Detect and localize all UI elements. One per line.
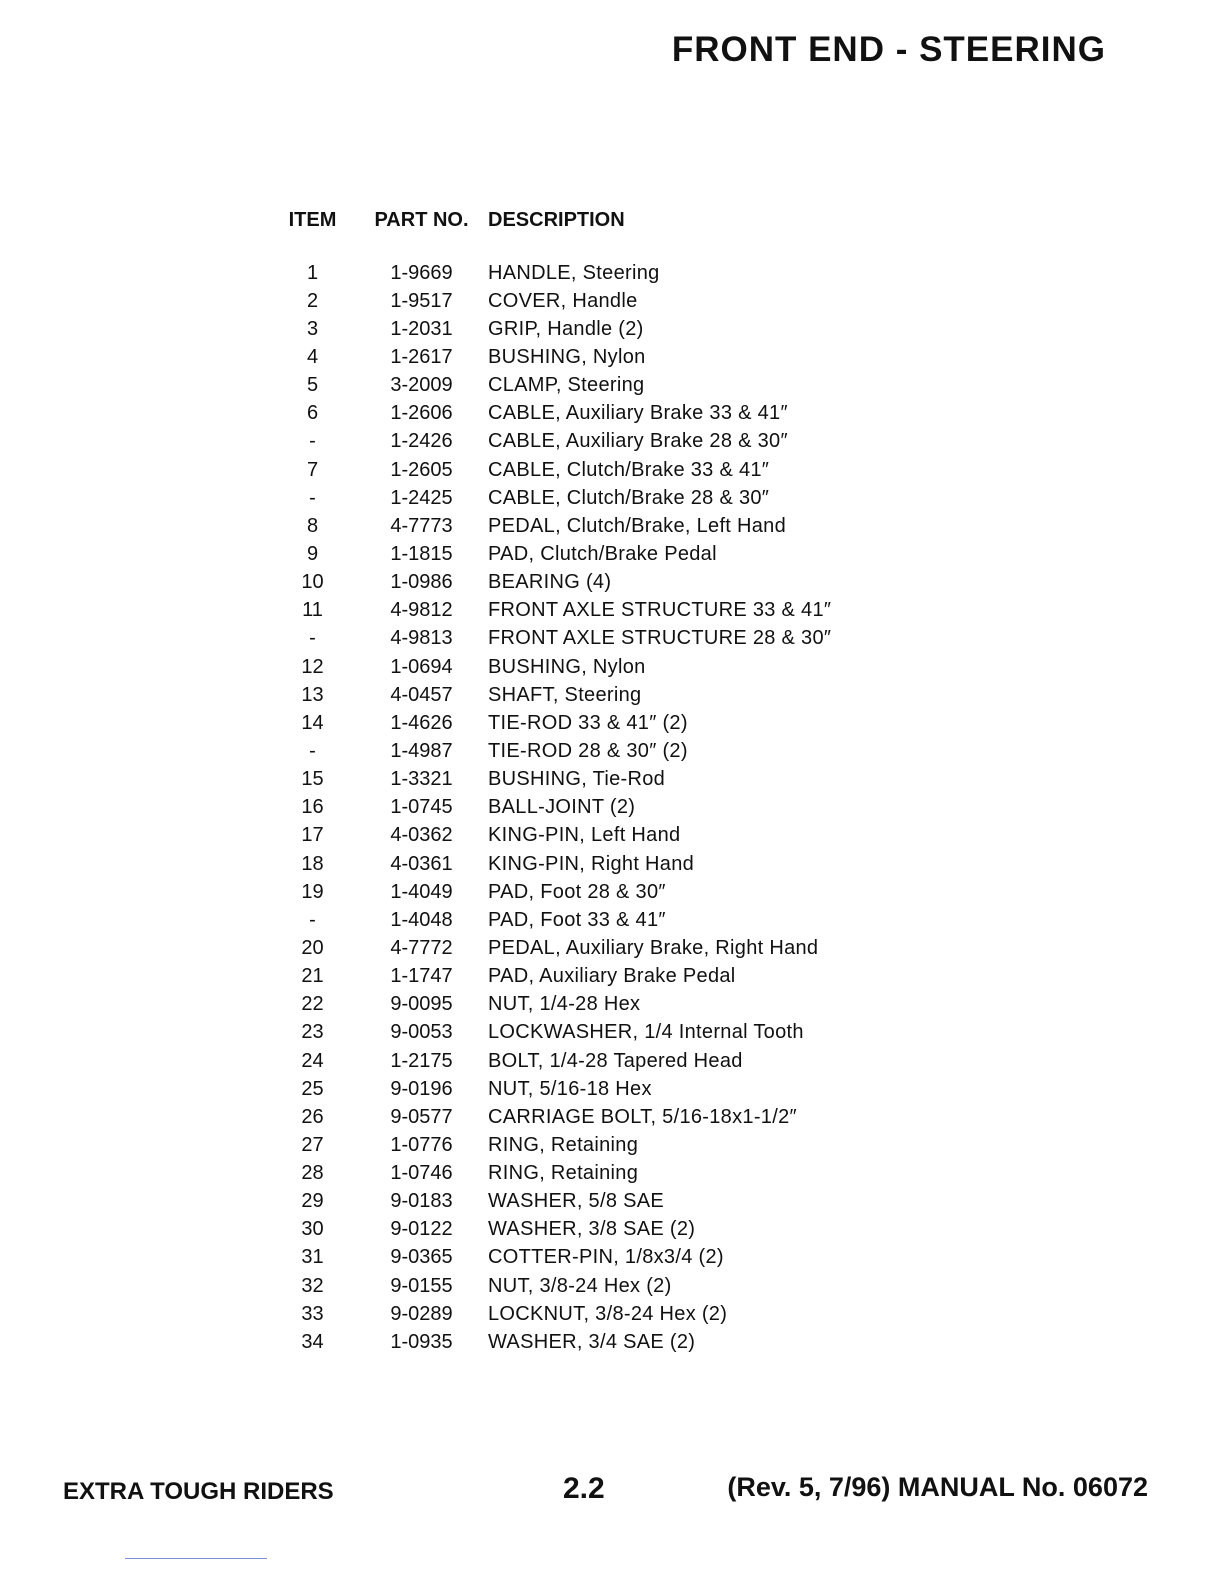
part-number: 9-0289: [390, 1302, 453, 1325]
table-row: [270, 1103, 890, 1131]
item-number: 2: [306, 289, 319, 312]
part-description: CARRIAGE BOLT, 5/16-18x1-1/2″: [488, 1105, 797, 1128]
part-description: NUT, 1/4-28 Hex: [488, 993, 641, 1016]
part-description: PEDAL, Auxiliary Brake, Right Hand: [488, 936, 819, 959]
item-number: 13: [301, 683, 324, 706]
part-number: 4-7772: [390, 936, 453, 959]
part-number: 1-2031: [390, 317, 453, 340]
table-row: [270, 512, 890, 540]
part-description: CABLE, Clutch/Brake 33 & 41″: [488, 458, 770, 481]
item-number: 29: [301, 1190, 324, 1213]
part-description: NUT, 5/16-18 Hex: [488, 1077, 652, 1100]
part-description: WASHER, 3/4 SAE (2): [488, 1330, 696, 1353]
part-description: CLAMP, Steering: [488, 374, 645, 397]
item-number: -: [309, 430, 316, 453]
part-description: BUSHING, Nylon: [488, 345, 646, 368]
part-number: 4-0362: [390, 824, 453, 847]
item-number: 21: [301, 965, 324, 988]
item-number: 27: [301, 1133, 324, 1156]
table-row: [270, 794, 890, 822]
part-description: CABLE, Clutch/Brake 28 & 30″: [488, 486, 770, 509]
table-row: [270, 991, 890, 1019]
part-description: KING-PIN, Right Hand: [488, 852, 695, 875]
header-item: ITEM: [288, 208, 337, 231]
table-row: [270, 1300, 890, 1328]
part-description: FRONT AXLE STRUCTURE 33 & 41″: [488, 599, 832, 622]
table-row: [270, 934, 890, 962]
table-row: [270, 569, 890, 597]
table-row: [270, 1272, 890, 1300]
item-number: 3: [306, 317, 319, 340]
table-row: [270, 963, 890, 991]
part-description: TIE-ROD 28 & 30″ (2): [488, 739, 688, 762]
part-description: LOCKWASHER, 1/4 Internal Tooth: [488, 1021, 804, 1044]
part-description: RING, Retaining: [488, 1133, 639, 1156]
item-number: 12: [301, 655, 324, 678]
part-number: 1-4048: [390, 908, 453, 931]
part-number: 1-2426: [390, 430, 453, 453]
table-row: [270, 1188, 890, 1216]
part-number: 1-0935: [390, 1330, 453, 1353]
part-number: 1-0986: [390, 571, 453, 594]
table-row: [270, 1019, 890, 1047]
part-number: 1-9517: [390, 289, 453, 312]
item-number: 9: [306, 542, 319, 565]
part-description: FRONT AXLE STRUCTURE 28 & 30″: [488, 627, 832, 650]
table-row: [270, 822, 890, 850]
part-number: 4-9812: [390, 599, 453, 622]
item-number: 1: [306, 261, 319, 284]
part-number: 1-2175: [390, 1049, 453, 1072]
item-number: 26: [301, 1105, 324, 1128]
footer-manual-info: (Rev. 5, 7/96) MANUAL No. 06072: [727, 1472, 1148, 1502]
item-number: 33: [301, 1302, 324, 1325]
table-row: [270, 1160, 890, 1188]
part-number: 1-2605: [390, 458, 453, 481]
table-row: [270, 597, 890, 625]
item-number: 24: [301, 1049, 324, 1072]
table-row: [270, 766, 890, 794]
item-number: 7: [306, 458, 319, 481]
table-row: [270, 1131, 890, 1159]
part-number: 4-0361: [390, 852, 453, 875]
part-description: PAD, Foot 28 & 30″: [488, 880, 666, 903]
item-number: 20: [301, 936, 324, 959]
part-description: KING-PIN, Left Hand: [488, 824, 681, 847]
part-description: PEDAL, Clutch/Brake, Left Hand: [488, 514, 787, 537]
table-row: [270, 400, 890, 428]
footer-page-number: 2.2: [563, 1472, 605, 1505]
part-description: NUT, 3/8-24 Hex (2): [488, 1274, 672, 1297]
item-number: -: [309, 486, 316, 509]
part-description: COVER, Handle: [488, 289, 638, 312]
part-number: 1-9669: [390, 261, 453, 284]
part-number: 4-7773: [390, 514, 453, 537]
part-description: WASHER, 5/8 SAE: [488, 1190, 665, 1213]
part-number: 9-0577: [390, 1105, 453, 1128]
item-number: 22: [301, 993, 324, 1016]
part-number: 1-1747: [390, 965, 453, 988]
item-number: 30: [301, 1218, 324, 1241]
table-row: [270, 540, 890, 568]
part-description: BUSHING, Tie-Rod: [488, 768, 666, 791]
part-description: CABLE, Auxiliary Brake 28 & 30″: [488, 430, 788, 453]
part-number: 1-0746: [390, 1162, 453, 1185]
part-number: 9-0095: [390, 993, 453, 1016]
table-row: [270, 878, 890, 906]
table-row: [270, 1328, 890, 1356]
part-description: BUSHING, Nylon: [488, 655, 646, 678]
part-number: 3-2009: [390, 374, 453, 397]
part-number: 1-0694: [390, 655, 453, 678]
footer-rule: [125, 1558, 267, 1559]
table-row: [270, 343, 890, 371]
item-number: 34: [301, 1330, 324, 1353]
part-description: HANDLE, Steering: [488, 261, 660, 284]
part-number: 1-2606: [390, 402, 453, 425]
item-number: 25: [301, 1077, 324, 1100]
part-number: 1-4626: [390, 711, 453, 734]
part-number: 9-0155: [390, 1274, 453, 1297]
table-row: [270, 287, 890, 315]
table-row: [270, 315, 890, 343]
part-number: 1-4049: [390, 880, 453, 903]
table-row: [270, 1216, 890, 1244]
item-number: 32: [301, 1274, 324, 1297]
part-number: 9-0122: [390, 1218, 453, 1241]
item-number: -: [309, 739, 316, 762]
part-description: CABLE, Auxiliary Brake 33 & 41″: [488, 402, 788, 425]
part-description: WASHER, 3/8 SAE (2): [488, 1218, 696, 1241]
header-description: DESCRIPTION: [488, 208, 625, 231]
part-number: 1-1815: [390, 542, 453, 565]
part-number: 1-0745: [390, 796, 453, 819]
table-row: [270, 709, 890, 737]
item-number: 28: [301, 1162, 324, 1185]
item-number: 10: [301, 571, 324, 594]
parts-table: [270, 205, 890, 1356]
table-row: [270, 1075, 890, 1103]
item-number: 15: [301, 768, 324, 791]
item-number: 16: [301, 796, 324, 819]
table-row: [270, 681, 890, 709]
part-number: 1-4987: [390, 739, 453, 762]
item-number: 23: [301, 1021, 324, 1044]
table-row: [270, 625, 890, 653]
item-number: 19: [301, 880, 324, 903]
part-description: BEARING (4): [488, 571, 612, 594]
part-description: COTTER-PIN, 1/8x3/4 (2): [488, 1246, 724, 1269]
part-description: BOLT, 1/4-28 Tapered Head: [488, 1049, 743, 1072]
part-description: GRIP, Handle (2): [488, 317, 644, 340]
part-number: 4-0457: [390, 683, 453, 706]
part-description: SHAFT, Steering: [488, 683, 642, 706]
item-number: 6: [306, 402, 319, 425]
part-description: BALL-JOINT (2): [488, 796, 636, 819]
table-row: [270, 259, 890, 287]
part-description: LOCKNUT, 3/8-24 Hex (2): [488, 1302, 728, 1325]
page-title: FRONT END - STEERING: [671, 30, 1106, 69]
table-row: [270, 484, 890, 512]
part-number: 9-0183: [390, 1190, 453, 1213]
table-header: [270, 205, 890, 235]
table-row: [270, 456, 890, 484]
part-number: 1-0776: [390, 1133, 453, 1156]
part-number: 1-2425: [390, 486, 453, 509]
part-number: 9-0196: [390, 1077, 453, 1100]
part-description: PAD, Foot 33 & 41″: [488, 908, 666, 931]
item-number: 11: [302, 599, 323, 622]
item-number: -: [309, 908, 316, 931]
part-number: 4-9813: [390, 627, 453, 650]
part-number: 1-3321: [390, 768, 453, 791]
item-number: 31: [301, 1246, 324, 1269]
table-row: [270, 372, 890, 400]
table-row: [270, 1047, 890, 1075]
part-description: PAD, Auxiliary Brake Pedal: [488, 965, 736, 988]
table-row: [270, 1244, 890, 1272]
part-number: 9-0053: [390, 1021, 453, 1044]
table-body: [270, 259, 890, 1356]
item-number: 8: [306, 514, 319, 537]
part-description: PAD, Clutch/Brake Pedal: [488, 542, 717, 565]
item-number: -: [309, 627, 316, 650]
item-number: 4: [306, 345, 319, 368]
table-row: [270, 428, 890, 456]
table-row: [270, 850, 890, 878]
item-number: 18: [301, 852, 324, 875]
item-number: 5: [306, 374, 319, 397]
table-row: [270, 653, 890, 681]
footer-product-name: EXTRA TOUGH RIDERS: [63, 1478, 334, 1505]
part-number: 1-2617: [390, 345, 453, 368]
part-description: TIE-ROD 33 & 41″ (2): [488, 711, 688, 734]
part-number: 9-0365: [390, 1246, 453, 1269]
header-part-no: PART NO.: [374, 208, 469, 231]
table-row: [270, 906, 890, 934]
item-number: 17: [301, 824, 324, 847]
table-row: [270, 737, 890, 765]
part-description: RING, Retaining: [488, 1162, 639, 1185]
item-number: 14: [301, 711, 324, 734]
